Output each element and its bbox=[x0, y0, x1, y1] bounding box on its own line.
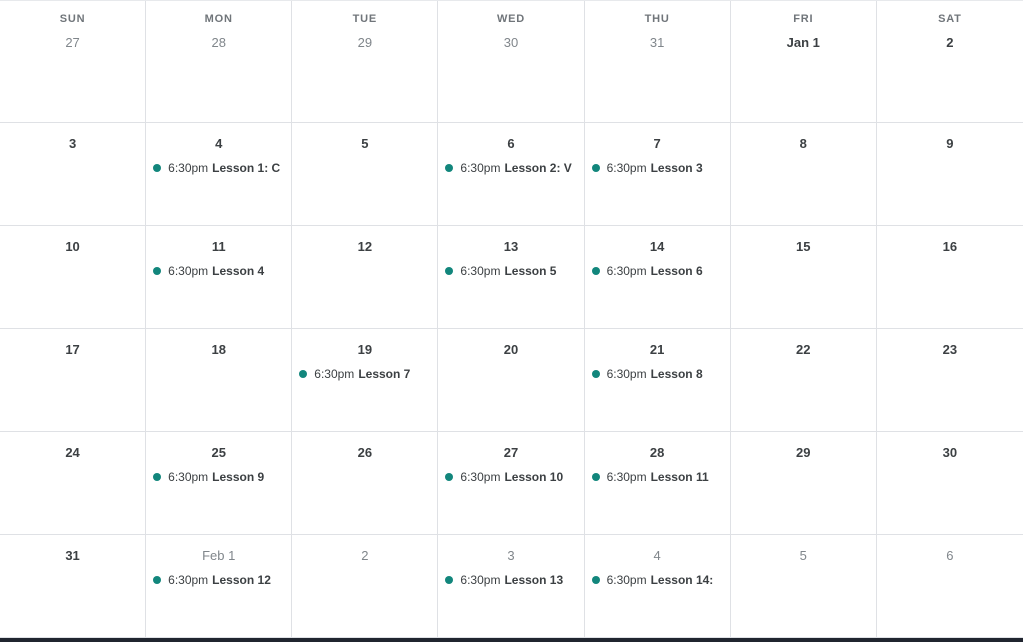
day-cell[interactable] bbox=[585, 432, 731, 535]
date-label[interactable]: 27 bbox=[65, 35, 80, 50]
event-time: 6:30pm bbox=[606, 573, 647, 587]
date-label[interactable]: 10 bbox=[65, 239, 80, 254]
day-cell[interactable] bbox=[292, 432, 438, 535]
day-cell[interactable] bbox=[292, 1, 438, 123]
day-cell[interactable] bbox=[0, 1, 146, 123]
event-title: Lesson 6 bbox=[650, 264, 703, 278]
weekday-label: SAT bbox=[938, 13, 962, 25]
date-label[interactable]: 19 bbox=[357, 342, 373, 357]
weekday-label: SUN bbox=[59, 13, 86, 25]
day-cell[interactable] bbox=[438, 123, 584, 226]
event-time: 6:30pm bbox=[314, 367, 355, 381]
date-label[interactable]: 7 bbox=[653, 136, 661, 151]
event-time: 6:30pm bbox=[168, 470, 209, 484]
date-label[interactable]: 12 bbox=[357, 239, 373, 254]
event-dot-icon bbox=[445, 473, 453, 481]
day-cell[interactable] bbox=[731, 226, 877, 329]
date-label[interactable]: 9 bbox=[946, 136, 954, 151]
date-label[interactable]: 25 bbox=[211, 445, 226, 460]
date-label[interactable]: 11 bbox=[211, 239, 226, 254]
event-title: Lesson 2: V bbox=[504, 161, 572, 175]
event-time: 6:30pm bbox=[460, 161, 501, 175]
day-cell[interactable] bbox=[438, 432, 584, 535]
date-label[interactable]: 31 bbox=[65, 548, 80, 563]
event-dot-icon bbox=[592, 576, 600, 584]
event-chip[interactable] bbox=[292, 365, 437, 383]
day-cell[interactable] bbox=[438, 1, 584, 123]
event-chip[interactable] bbox=[146, 571, 291, 589]
day-cell[interactable] bbox=[0, 329, 146, 432]
date-label[interactable]: 3 bbox=[68, 136, 77, 151]
event-dot-icon bbox=[299, 370, 307, 378]
day-cell[interactable] bbox=[731, 1, 877, 123]
day-cell[interactable] bbox=[877, 329, 1023, 432]
day-cell[interactable] bbox=[731, 535, 877, 638]
day-cell[interactable] bbox=[877, 1, 1023, 123]
day-cell[interactable] bbox=[146, 432, 292, 535]
event-chip[interactable] bbox=[438, 468, 583, 486]
event-chip[interactable] bbox=[438, 571, 583, 589]
event-title: Lesson 5 bbox=[504, 264, 557, 278]
day-cell[interactable] bbox=[146, 1, 292, 123]
date-label[interactable]: 17 bbox=[65, 342, 80, 357]
event-time: 6:30pm bbox=[460, 264, 501, 278]
date-label[interactable]: 31 bbox=[649, 35, 665, 50]
day-cell[interactable] bbox=[146, 535, 292, 638]
date-label[interactable]: 24 bbox=[65, 445, 80, 460]
event-title: Lesson 14: bbox=[650, 573, 714, 587]
event-title: Lesson 9 bbox=[212, 470, 265, 484]
event-time: 6:30pm bbox=[606, 161, 647, 175]
date-label[interactable]: 6 bbox=[946, 548, 954, 563]
weekday-label: MON bbox=[204, 13, 233, 25]
weekday-label: TUE bbox=[352, 13, 378, 25]
date-label[interactable]: 29 bbox=[796, 445, 811, 460]
date-label[interactable]: 6 bbox=[507, 136, 515, 151]
event-time: 6:30pm bbox=[168, 161, 209, 175]
day-cell[interactable] bbox=[0, 432, 146, 535]
date-label[interactable]: Jan 1 bbox=[786, 35, 820, 50]
date-label[interactable]: 28 bbox=[649, 445, 665, 460]
day-cell[interactable] bbox=[731, 329, 877, 432]
event-chip[interactable] bbox=[585, 571, 730, 589]
date-label[interactable]: 27 bbox=[503, 445, 519, 460]
day-cell[interactable] bbox=[146, 123, 292, 226]
event-title: Lesson 13 bbox=[504, 573, 564, 587]
weekday-label: WED bbox=[496, 13, 526, 25]
date-label[interactable]: 30 bbox=[503, 35, 519, 50]
day-cell[interactable] bbox=[0, 535, 146, 638]
event-chip[interactable] bbox=[438, 262, 583, 280]
day-cell[interactable] bbox=[731, 432, 877, 535]
day-cell[interactable] bbox=[877, 432, 1023, 535]
event-dot-icon bbox=[592, 164, 600, 172]
event-title: Lesson 10 bbox=[504, 470, 564, 484]
event-chip[interactable] bbox=[585, 262, 730, 280]
event-dot-icon bbox=[153, 164, 161, 172]
date-label[interactable]: 13 bbox=[503, 239, 519, 254]
day-cell[interactable] bbox=[292, 535, 438, 638]
event-time: 6:30pm bbox=[460, 573, 501, 587]
event-title: Lesson 11 bbox=[650, 470, 709, 484]
date-label[interactable]: 5 bbox=[799, 548, 807, 563]
event-title: Lesson 7 bbox=[358, 367, 411, 381]
date-label[interactable]: 5 bbox=[361, 136, 369, 151]
date-label[interactable]: 4 bbox=[215, 136, 223, 151]
weekday-label: FRI bbox=[793, 13, 814, 25]
event-time: 6:30pm bbox=[606, 470, 647, 484]
date-label[interactable]: 3 bbox=[507, 548, 515, 563]
event-chip[interactable] bbox=[146, 159, 291, 177]
day-cell[interactable] bbox=[0, 123, 146, 226]
date-label[interactable]: 20 bbox=[503, 342, 519, 357]
date-label[interactable]: 26 bbox=[357, 445, 373, 460]
date-label[interactable]: Feb 1 bbox=[202, 548, 236, 563]
day-cell[interactable] bbox=[438, 329, 584, 432]
event-chip[interactable] bbox=[146, 262, 291, 280]
day-cell[interactable] bbox=[585, 123, 731, 226]
event-time: 6:30pm bbox=[460, 470, 501, 484]
date-label[interactable]: 15 bbox=[796, 239, 811, 254]
date-label[interactable]: 2 bbox=[946, 35, 954, 50]
day-cell[interactable] bbox=[585, 329, 731, 432]
day-cell[interactable] bbox=[585, 226, 731, 329]
date-label[interactable]: 21 bbox=[649, 342, 665, 357]
event-dot-icon bbox=[592, 473, 600, 481]
event-chip[interactable] bbox=[585, 468, 730, 486]
day-cell[interactable] bbox=[146, 329, 292, 432]
date-label[interactable]: 8 bbox=[799, 136, 807, 151]
event-title: Lesson 12 bbox=[212, 573, 271, 587]
day-cell[interactable] bbox=[585, 1, 731, 123]
event-chip[interactable] bbox=[146, 468, 291, 486]
event-title: Lesson 1: C bbox=[212, 161, 281, 175]
date-label[interactable]: 18 bbox=[211, 342, 226, 357]
date-label[interactable]: 23 bbox=[942, 342, 958, 357]
date-label[interactable]: 22 bbox=[796, 342, 811, 357]
weekday-label: THU bbox=[644, 13, 670, 25]
day-cell[interactable] bbox=[877, 535, 1023, 638]
day-cell[interactable] bbox=[438, 226, 584, 329]
event-chip[interactable] bbox=[585, 365, 730, 383]
event-time: 6:30pm bbox=[168, 264, 209, 278]
event-title: Lesson 3 bbox=[650, 161, 703, 175]
date-label[interactable]: 2 bbox=[361, 548, 369, 563]
event-dot-icon bbox=[592, 267, 600, 275]
event-time: 6:30pm bbox=[168, 573, 209, 587]
date-label[interactable]: 30 bbox=[942, 445, 958, 460]
day-cell[interactable] bbox=[731, 123, 877, 226]
day-cell[interactable] bbox=[292, 226, 438, 329]
day-cell[interactable] bbox=[292, 329, 438, 432]
event-dot-icon bbox=[592, 370, 600, 378]
event-dot-icon bbox=[153, 473, 161, 481]
event-chip[interactable] bbox=[438, 159, 583, 177]
date-label[interactable]: 16 bbox=[942, 239, 958, 254]
event-dot-icon bbox=[445, 576, 453, 584]
event-title: Lesson 4 bbox=[212, 264, 265, 278]
date-label[interactable]: 29 bbox=[357, 35, 373, 50]
day-cell[interactable] bbox=[585, 535, 731, 638]
event-time: 6:30pm bbox=[606, 367, 647, 381]
date-label[interactable]: 28 bbox=[211, 35, 226, 50]
day-cell[interactable] bbox=[877, 123, 1023, 226]
event-dot-icon bbox=[445, 267, 453, 275]
event-dot-icon bbox=[445, 164, 453, 172]
event-title: Lesson 8 bbox=[650, 367, 703, 381]
event-dot-icon bbox=[153, 576, 161, 584]
event-time: 6:30pm bbox=[606, 264, 647, 278]
event-chip[interactable] bbox=[585, 159, 730, 177]
event-dot-icon bbox=[153, 267, 161, 275]
date-label[interactable]: 14 bbox=[649, 239, 665, 254]
day-cell[interactable] bbox=[292, 123, 438, 226]
day-cell[interactable] bbox=[877, 226, 1023, 329]
day-cell[interactable] bbox=[438, 535, 584, 638]
date-label[interactable]: 4 bbox=[653, 548, 661, 563]
day-cell[interactable] bbox=[146, 226, 292, 329]
day-cell[interactable] bbox=[0, 226, 146, 329]
